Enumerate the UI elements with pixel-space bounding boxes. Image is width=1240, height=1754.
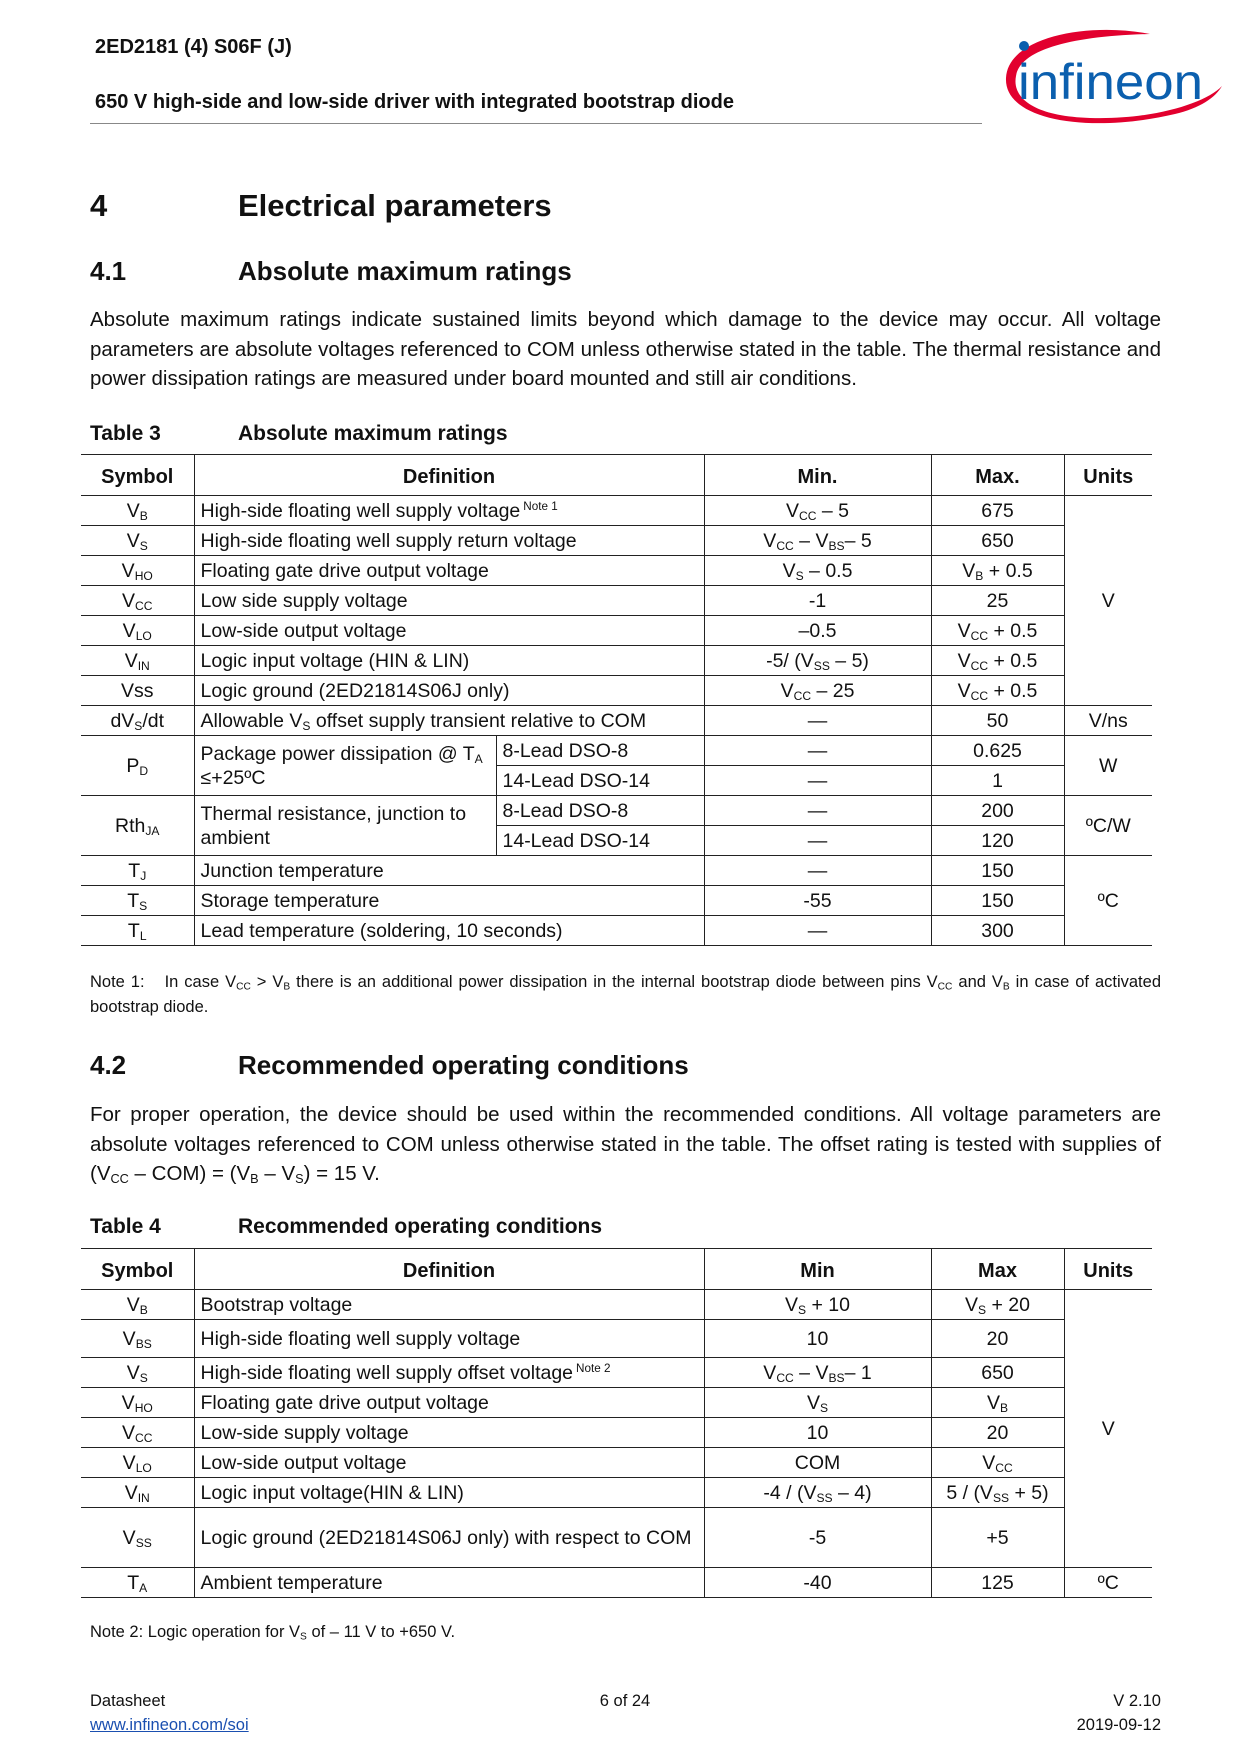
- table-cell: 0.625: [931, 736, 1064, 766]
- note-1-label: Note 1:: [90, 973, 145, 991]
- table-cell: —: [704, 766, 931, 796]
- section-title: Electrical parameters: [238, 188, 552, 223]
- table-cell: $V_{HO}$: [81, 1388, 194, 1418]
- table-cell: —: [704, 826, 931, 856]
- table-cell: Low-side output voltage: [194, 1448, 704, 1478]
- table-cell: 300: [931, 916, 1064, 946]
- table-cell: $V_{IN}$: [81, 1478, 194, 1508]
- table-cell: 200: [931, 796, 1064, 826]
- col-units: Units: [1064, 455, 1152, 496]
- table-cell: $T_A$: [81, 1568, 194, 1598]
- table-cell: ºC: [1064, 1568, 1152, 1598]
- table-cell: 120: [931, 826, 1064, 856]
- table-row: [81, 1320, 1152, 1358]
- table-row: [81, 676, 1152, 706]
- table-row: [81, 526, 1152, 556]
- table-row: [81, 1508, 1152, 1568]
- table-cell: $5 / (V_{SS} + 5)$: [931, 1478, 1064, 1508]
- table-cell: $V_B$: [81, 1290, 194, 1320]
- page-number: 6 of 24: [599, 1692, 651, 1710]
- table-cell: $V_{CC} - V_{BS}-$ 5: [704, 526, 931, 556]
- table-row: [81, 556, 1152, 586]
- table-cell: 10: [704, 1320, 931, 1358]
- table-cell: $V_{IN}$: [81, 646, 194, 676]
- table-cell: -40: [704, 1568, 931, 1598]
- table-cell: Thermal resistance, junction to ambient: [194, 796, 496, 856]
- table-cell: $V_{BS}$: [81, 1320, 194, 1358]
- note-1: [90, 970, 1161, 1020]
- footer-doc-type: Datasheet: [90, 1692, 166, 1710]
- table-cell: $V_S$: [81, 526, 194, 556]
- table-row: [81, 586, 1152, 616]
- table-row: [81, 1448, 1152, 1478]
- table-cell: Low-side output voltage: [194, 616, 704, 646]
- table-cell: $dV_S/dt$: [81, 706, 194, 736]
- table-cell: Allowable $V_S$ offset supply transient relative to COM: [194, 706, 704, 736]
- table-row: [81, 796, 1152, 826]
- table-cell: 10: [704, 1418, 931, 1448]
- table-cell: 150: [931, 886, 1064, 916]
- intro-paragraph: Absolute maximum ratings indicate sustained limits beyond which damage to the device may occur. All voltage parameters are absolute voltages referenced to COM unless otherwise stated in the table. The thermal resistance and power dissipation ratings are measured under board mounted and still air conditions.: [90, 308, 1161, 390]
- footer-version: V 2.10: [1113, 1692, 1161, 1710]
- col-symbol: Symbol: [81, 455, 194, 496]
- table-cell: $T_S$: [81, 886, 194, 916]
- table-cell: V: [1064, 1290, 1152, 1568]
- document-subtitle: 650 V high-side and low-side driver with integrated bootstrap diode: [95, 91, 734, 113]
- table-cell: Low-side supply voltage: [194, 1418, 704, 1448]
- table-row: [81, 496, 1152, 526]
- table-cell: —: [704, 856, 931, 886]
- table-cell: 14-Lead DSO-14: [496, 826, 704, 856]
- table-cell: —: [704, 706, 931, 736]
- table-cell: -5: [704, 1508, 931, 1568]
- table-cell: $V_{SS}$: [81, 1508, 194, 1568]
- table-cell: Package power dissipation @ $T_A$ ≤+25ºC: [194, 736, 496, 796]
- table-cell: $V_S$: [704, 1388, 931, 1418]
- table-row: [81, 1388, 1152, 1418]
- table-row: [81, 1478, 1152, 1508]
- table-cell: $V_{CC} - 25$: [704, 676, 931, 706]
- table-cell: -5/ $(V_{SS} - 5)$: [704, 646, 931, 676]
- table-cell: 1: [931, 766, 1064, 796]
- subsection-number: 4.2: [90, 1050, 127, 1080]
- table-cell: $V_{CC} - 5$: [704, 496, 931, 526]
- table-cell: $V_{CC} + 0.5$: [931, 616, 1064, 646]
- table-cell: $V_S$: [81, 1358, 194, 1388]
- table-cell: –0.5: [704, 616, 931, 646]
- table-row: [81, 1358, 1152, 1388]
- table-cell: $V_S - 0.5$: [704, 556, 931, 586]
- table-cell: —: [704, 796, 931, 826]
- table-cell: Floating gate drive output voltage: [194, 556, 704, 586]
- table-cell: Logic input voltage(HIN & LIN): [194, 1478, 704, 1508]
- col-max: Max: [931, 1249, 1064, 1290]
- table-cell: 50: [931, 706, 1064, 736]
- table-cell: Lead temperature (soldering, 10 seconds): [194, 916, 704, 946]
- col-max: Max.: [931, 455, 1064, 496]
- table-cell: $V_S + 20$: [931, 1290, 1064, 1320]
- table-cell: 125: [931, 1568, 1064, 1598]
- table-cell: High-side floating well supply voltage: [194, 1320, 704, 1358]
- table-cell: —: [704, 736, 931, 766]
- table-cell: $-4 / (V_{SS} - 4)$: [704, 1478, 931, 1508]
- col-min: Min.: [704, 455, 931, 496]
- part-number: 2ED2181 (4) S06F (J): [95, 36, 292, 58]
- table-row: [81, 616, 1152, 646]
- table-row: [81, 1568, 1152, 1598]
- table-cell: 20: [931, 1418, 1064, 1448]
- table-cell: Logic ground (2ED21814S06J only) with respect to COM: [194, 1508, 704, 1568]
- table-cell: $V_B + 0.5$: [931, 556, 1064, 586]
- table-cell: Bootstrap voltage: [194, 1290, 704, 1320]
- col-units: Units: [1064, 1249, 1152, 1290]
- table-cell: 20: [931, 1320, 1064, 1358]
- table-cell: $V_{CC}$: [81, 586, 194, 616]
- table-cell: 675: [931, 496, 1064, 526]
- table-cell: V: [1064, 496, 1152, 706]
- table-cell: Junction temperature: [194, 856, 704, 886]
- table3-title: Absolute maximum ratings: [238, 422, 508, 445]
- table-cell: $T_L$: [81, 916, 194, 946]
- table-cell: 650: [931, 526, 1064, 556]
- table-cell: Rth$_{JA}$: [81, 796, 194, 856]
- table-cell: COM: [704, 1448, 931, 1478]
- col-min: Min: [704, 1249, 931, 1290]
- table-cell: Storage temperature: [194, 886, 704, 916]
- table-cell: Floating gate drive output voltage: [194, 1388, 704, 1418]
- col-definition: Definition: [194, 455, 704, 496]
- subsection-title: Absolute maximum ratings: [238, 256, 572, 286]
- col-symbol: Symbol: [81, 1249, 194, 1290]
- table-row: [81, 916, 1152, 946]
- table-cell: $P_D$: [81, 736, 194, 796]
- table-cell: Low side supply voltage: [194, 586, 704, 616]
- table-cell: $V_B$: [81, 496, 194, 526]
- table-row: [81, 706, 1152, 736]
- table-cell: 14-Lead DSO-14: [496, 766, 704, 796]
- table-cell: $V_{LO}$: [81, 1448, 194, 1478]
- note-1-text: In case $V_{CC} > V_B$ there is an additional power dissipation in the internal bootstrap diode between pins $V_{CC}$ and $V_B$ in case of activated bootstrap diode.: [90, 973, 1161, 1016]
- footer-date: 2019-09-12: [1076, 1716, 1161, 1734]
- table-row: [81, 736, 1152, 766]
- table-cell: +5: [931, 1508, 1064, 1568]
- table-cell: Logic ground (2ED21814S06J only): [194, 676, 704, 706]
- table-cell: Vss: [81, 676, 194, 706]
- operating-paragraph: For proper operation, the device should be used within the recommended conditions. All voltage parameters are absolute voltages referenced to COM unless otherwise stated in the table. The offset rating is tested with supplies of $(V_{CC} - COM) = (V_B - V_S) = 15$ V.: [90, 1103, 1161, 1187]
- table-cell: 650: [931, 1358, 1064, 1388]
- table-row: [81, 1418, 1152, 1448]
- table-cell: $V_{CC}$: [81, 1418, 194, 1448]
- table-cell: High-side floating well supply offset voltage $^{Note 2}$: [194, 1358, 704, 1388]
- subsection-title: Recommended operating conditions: [238, 1050, 689, 1080]
- recommended-conditions-table: [81, 1248, 1152, 1598]
- table-cell: W: [1064, 736, 1152, 796]
- table-row: [81, 886, 1152, 916]
- note-2: Note 2: Logic operation for $V_S$ of – 11 V to +650 V.: [90, 1623, 456, 1643]
- logo-wordmark: infineon: [1018, 54, 1203, 110]
- table-row: [81, 856, 1152, 886]
- section-number: 4: [90, 188, 108, 223]
- table4-label: Table 4: [90, 1215, 161, 1238]
- table-row: [81, 646, 1152, 676]
- table-cell: ºC: [1064, 856, 1152, 946]
- table-row: [81, 1290, 1152, 1320]
- table-cell: $V_{CC} - V_{BS}-$ 1: [704, 1358, 931, 1388]
- table-cell: Logic input voltage (HIN & LIN): [194, 646, 704, 676]
- table4-title: Recommended operating conditions: [238, 1215, 603, 1238]
- table-cell: $V_B$: [931, 1388, 1064, 1418]
- table-cell: High-side floating well supply return voltage: [194, 526, 704, 556]
- table-cell: V/ns: [1064, 706, 1152, 736]
- table-cell: -55: [704, 886, 931, 916]
- table-cell: —: [704, 916, 931, 946]
- table-cell: $V_{CC}$: [931, 1448, 1064, 1478]
- footer-url-link[interactable]: www.infineon.com/soi: [90, 1716, 249, 1734]
- absolute-max-ratings-table: [81, 454, 1152, 946]
- table-cell: 8-Lead DSO-8: [496, 796, 704, 826]
- col-definition: Definition: [194, 1249, 704, 1290]
- table-cell: $V_{CC} + 0.5$: [931, 676, 1064, 706]
- table3-label: Table 3: [90, 422, 161, 445]
- table-cell: 25: [931, 586, 1064, 616]
- table-cell: 8-Lead DSO-8: [496, 736, 704, 766]
- table-cell: $T_J$: [81, 856, 194, 886]
- table-cell: $V_{HO}$: [81, 556, 194, 586]
- table-cell: $V_S + 10$: [704, 1290, 931, 1320]
- subsection-number: 4.1: [90, 256, 127, 286]
- infineon-logo: [1000, 26, 1225, 130]
- table-cell: $V_{CC} + 0.5$: [931, 646, 1064, 676]
- table-cell: -1: [704, 586, 931, 616]
- table-cell: Ambient temperature: [194, 1568, 704, 1598]
- table-cell: ºC/W: [1064, 796, 1152, 856]
- table-cell: High-side floating well supply voltage $^{Note 1}$: [194, 496, 704, 526]
- table-cell: 150: [931, 856, 1064, 886]
- table-cell: $V_{LO}$: [81, 616, 194, 646]
- header-divider: [90, 123, 982, 124]
